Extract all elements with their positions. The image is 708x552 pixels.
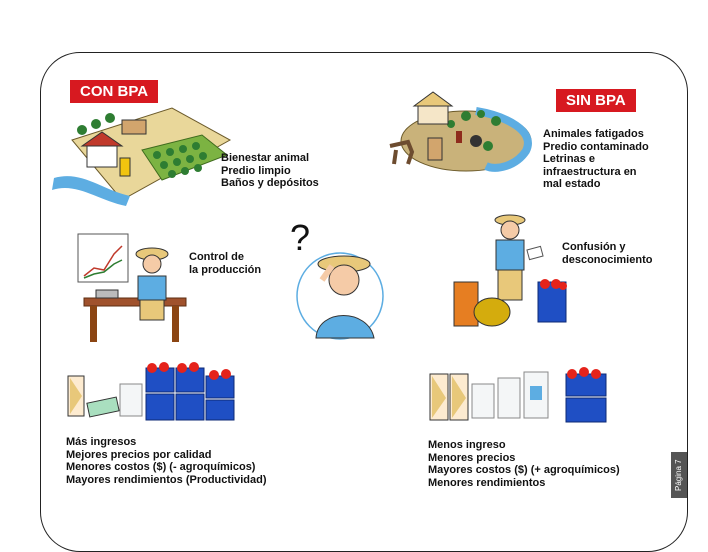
con-results-illustration: [64, 362, 236, 424]
con-bpa-badge: CON BPA: [70, 80, 158, 103]
confused-farmer-illustration: [446, 208, 576, 340]
caption-line: Letrinas e: [543, 153, 595, 165]
result-line: Menores rendimientos: [428, 476, 546, 489]
caption-line: mal estado: [543, 178, 601, 190]
result-line: Mayores costos ($) (+ agroquímicos): [428, 464, 620, 476]
thinking-farmer-illustration: [288, 218, 388, 340]
result-line: Más ingresos: [66, 436, 137, 448]
result-line: Menores precios: [428, 451, 516, 464]
result-line: Mejores precios por calidad: [66, 448, 212, 461]
caption-line: infraestructura en: [543, 165, 637, 178]
con-results-list: [66, 436, 266, 486]
sin-bpa-badge: SIN BPA: [556, 89, 636, 112]
caption-line: Predio contaminado: [543, 140, 649, 153]
con-farm-caption: [221, 152, 319, 190]
question-mark-icon: ?: [290, 218, 311, 258]
control-caption: [189, 251, 261, 276]
caption-line: Bienestar animal: [221, 152, 310, 164]
caption-line: Baños y depósitos: [221, 177, 319, 189]
caption-line: desconocimiento: [562, 253, 653, 266]
dirty-farm-illustration: [376, 86, 536, 186]
caption-line: Confusión y: [562, 241, 626, 253]
clean-farm-illustration: [52, 100, 232, 210]
caption-line: Animales fatigados: [543, 128, 644, 140]
sin-results-illustration: [428, 366, 610, 428]
caption-line: Control de: [189, 251, 244, 263]
result-line: Mayores rendimientos (Productividad): [66, 473, 267, 486]
caption-line: la producción: [189, 263, 262, 276]
caption-line: Predio limpio: [221, 164, 291, 177]
farmer-at-desk-illustration: [74, 232, 192, 344]
page-number-tab: Página 7: [671, 452, 687, 498]
sin-results-list: [428, 439, 620, 489]
result-line: Menores costos ($) (- agroquímicos): [66, 461, 256, 473]
sin-farm-caption: [543, 128, 649, 191]
confusion-caption: [562, 241, 652, 266]
result-line: Menos ingreso: [428, 439, 506, 451]
